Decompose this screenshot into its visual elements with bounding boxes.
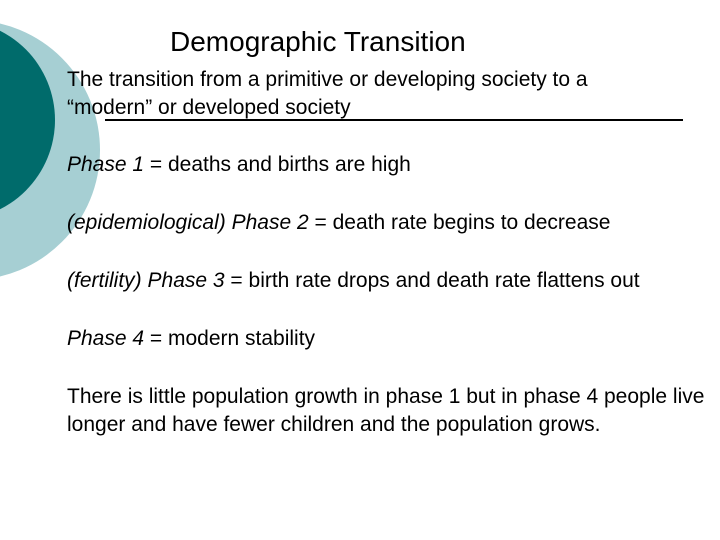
phase-4-label: Phase 4 [67,327,145,350]
intro-line-1: The transition from a primitive or developing society to a [67,68,588,91]
phase-2-prefix: (epidemiological) [67,211,226,234]
phase-2-label: Phase 2 [225,211,309,234]
intro-paragraph [67,66,707,122]
phase-3-prefix: (fertility) [67,269,142,292]
phase-1-item [67,151,707,179]
fill-in-blank-line [105,119,683,121]
slide-body [67,66,707,439]
phase-2-text: = death rate begins to decrease [308,211,611,234]
intro-line-2-wrapper [67,94,707,122]
phase-1-text: = deaths and births are high [144,153,411,176]
phase-4-text: = modern stability [144,327,316,350]
phase-4-item [67,325,707,353]
phase-1-label: Phase 1 [67,153,145,176]
phase-3-text: = birth rate drops and death rate flattens out [224,269,640,292]
phase-3-item [67,267,707,295]
summary-paragraph: There is little population growth in phase 1 but in phase 4 people live longer and have fewer children and the population grows. [67,385,705,436]
phase-3-label: Phase 3 [141,269,225,292]
slide-title: Demographic Transition [170,26,466,57]
intro-line-2: “modern” or developed society [67,96,351,119]
phase-2-item [67,209,707,237]
